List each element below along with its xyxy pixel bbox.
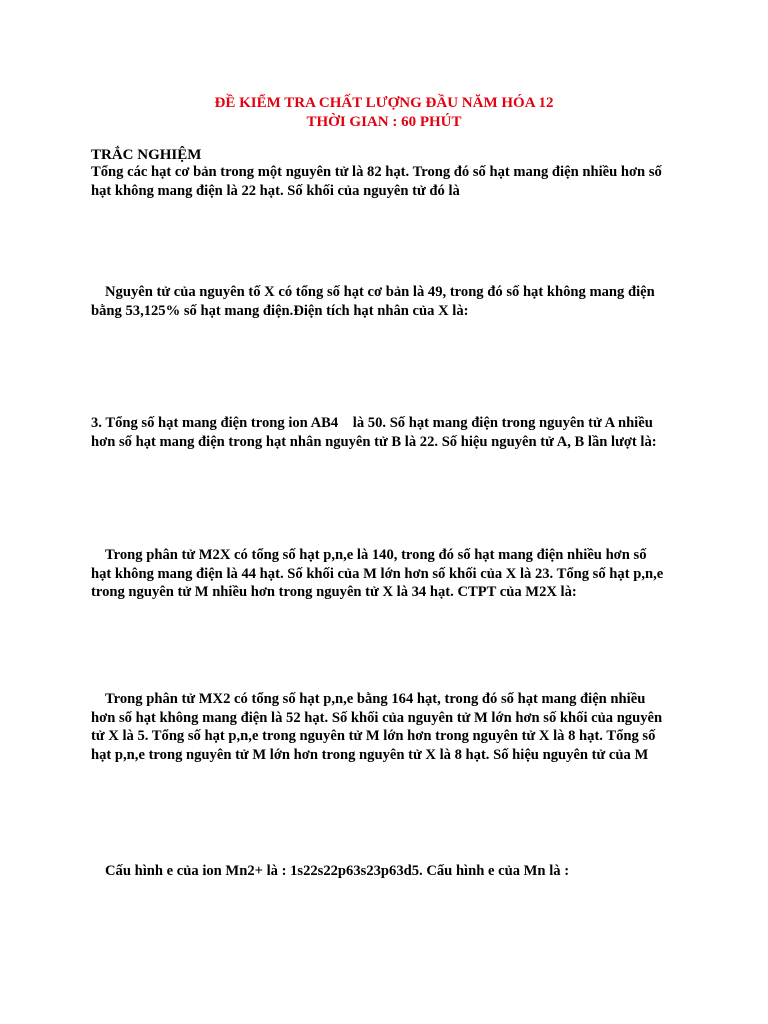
question-4-line-3: trong nguyên tử M nhiều hơn trong nguyên tử X là 34 hạt. CTPT của M2X là: bbox=[91, 584, 577, 600]
question-6-line-1-wrap bbox=[91, 862, 681, 881]
exam-title: ĐỀ KIỂM TRA CHẤT LƯỢNG ĐẦU NĂM HÓA 12 bbox=[214, 95, 554, 111]
question-2-line-2: bằng 53,125% số hạt mang điện.Điện tích hạt nhân của X là: bbox=[91, 302, 469, 319]
question-3-line-2: hơn số hạt mang điện trong hạt nhân nguyên tử B là 22. Số hiệu nguyên tử A, B lần lượt là: bbox=[91, 433, 657, 450]
question-5 bbox=[91, 690, 681, 764]
question-6-line-1: Cấu hình e của ion Mn2+ là : 1s22s22p63s23p63d5. Cấu hình e của Mn là : bbox=[105, 863, 570, 879]
question-3 bbox=[91, 414, 681, 451]
section-heading-multiple-choice: TRẮC NGHIỆM bbox=[91, 147, 202, 163]
question-6 bbox=[91, 862, 681, 881]
question-4-line-2: hạt không mang điện là 44 hạt. Số khối của M lớn hơn số khối của X là 23. Tổng số hạt p,n,e bbox=[91, 565, 664, 582]
question-1-line-1: Tổng các hạt cơ bản trong một nguyên tử là 82 hạt. Trong đó số hạt mang điện nhiều hơn số bbox=[91, 164, 662, 180]
question-5-line-3: tử X là 5. Tổng số hạt p,n,e trong nguyên tử M lớn hơn trong nguyên tử X là 8 hạt. Tổng số bbox=[91, 728, 656, 744]
question-2-line-1: Nguyên tử của nguyên tố X có tổng số hạt cơ bản là 49, trong đó số hạt không mang điện bbox=[105, 284, 655, 300]
question-1 bbox=[91, 163, 681, 200]
exam-duration: THỜI GIAN : 60 PHÚT bbox=[306, 114, 462, 130]
question-2 bbox=[91, 283, 681, 320]
question-5-line-1: Trong phân tử MX2 có tổng số hạt p,n,e bằng 164 hạt, trong đó số hạt mang điện nhiều bbox=[105, 691, 646, 707]
question-4-line-1: Trong phân tử M2X có tổng số hạt p,n,e là 140, trong đó số hạt mang điện nhiều hơn số bbox=[105, 547, 647, 563]
question-3-line-1: 3. Tổng số hạt mang điện trong ion AB4 là 50. Số hạt mang điện trong nguyên tử A nhiều bbox=[91, 415, 653, 431]
question-2-line-1-wrap bbox=[91, 283, 681, 302]
question-1-line-2: hạt không mang điện là 22 hạt. Số khối của nguyên tử đó là bbox=[91, 182, 460, 199]
question-4 bbox=[91, 546, 681, 602]
question-5-line-2: hơn số hạt không mang điện là 52 hạt. Số khối của nguyên tử M lớn hơn số khối của nguyên bbox=[91, 709, 663, 726]
question-4-line-1-wrap bbox=[91, 546, 681, 565]
question-5-line-4: hạt p,n,e trong nguyên tử M lớn hơn trong nguyên tử X là 8 hạt. Số hiệu nguyên tử của M bbox=[91, 746, 649, 763]
question-5-line-1-wrap bbox=[91, 690, 681, 709]
